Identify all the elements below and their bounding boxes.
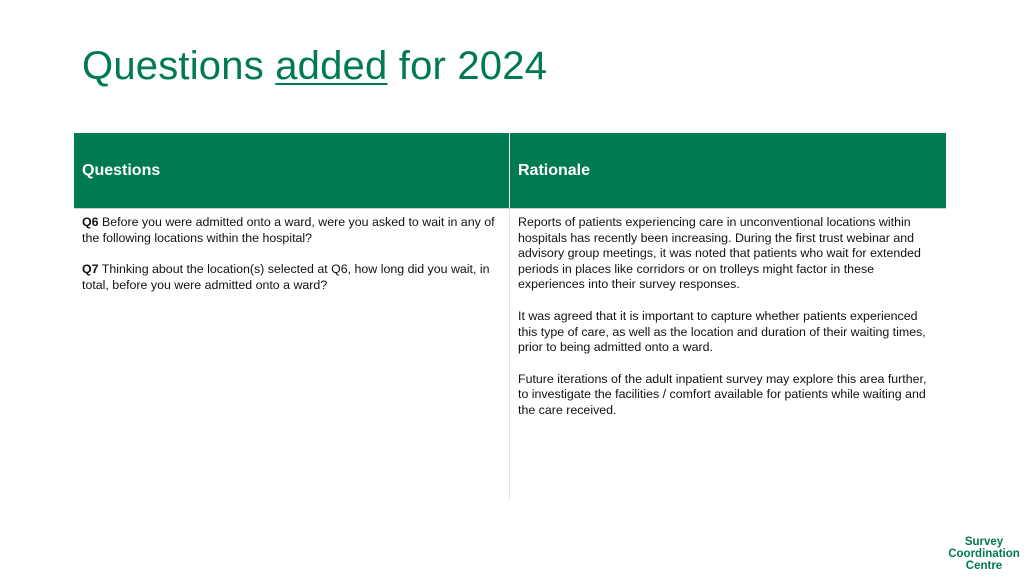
- questions-table: [74, 133, 946, 499]
- header-questions: Questions: [74, 133, 510, 208]
- question-q6: [82, 215, 501, 246]
- title-part-1: Questions: [82, 44, 276, 88]
- logo-line: Centre: [965, 560, 1003, 572]
- survey-coordination-centre-logo: [946, 536, 1022, 572]
- logo-line: Coordination: [948, 548, 1020, 560]
- page-title: [82, 44, 547, 89]
- question-text: Thinking about the location(s) selected at Q6, how long did you wait, in total, before you were admitted onto a ward?: [82, 262, 490, 292]
- rationale-paragraph: It was agreed that it is important to capture whether patients experienced this type of care, as well as the location and duration of their waiting times, prior to being admitted onto a ward.: [518, 308, 926, 355]
- question-id: Q7: [82, 262, 99, 277]
- header-rationale: Rationale: [510, 133, 946, 208]
- table-row: [74, 208, 946, 499]
- question-id: Q6: [82, 215, 99, 229]
- title-part-2: for 2024: [387, 44, 548, 88]
- logo-line: Survey: [964, 536, 1004, 548]
- title-underlined-word: added: [275, 44, 388, 88]
- table-header-row: [74, 133, 946, 208]
- rationale-paragraph: Reports of patients experiencing care in unconventional locations within hospitals has recently been increasing. During the first trust webinar and advisory group meetings, it was noted that patients who wait for extended periods in places like corridors or on trolleys might factor in these experiences into their survey responses.: [518, 215, 921, 292]
- question-text: Before you were admitted onto a ward, were you asked to wait in any of the following locations within the hospital?: [82, 215, 495, 245]
- rationale-paragraph: Future iterations of the adult inpatient survey may explore this area further, to investigate the facilities / comfort available for patients while waiting and the care received.: [518, 371, 927, 417]
- questions-cell: [74, 209, 510, 499]
- rationale-cell: [510, 209, 946, 499]
- question-q7: [82, 262, 501, 293]
